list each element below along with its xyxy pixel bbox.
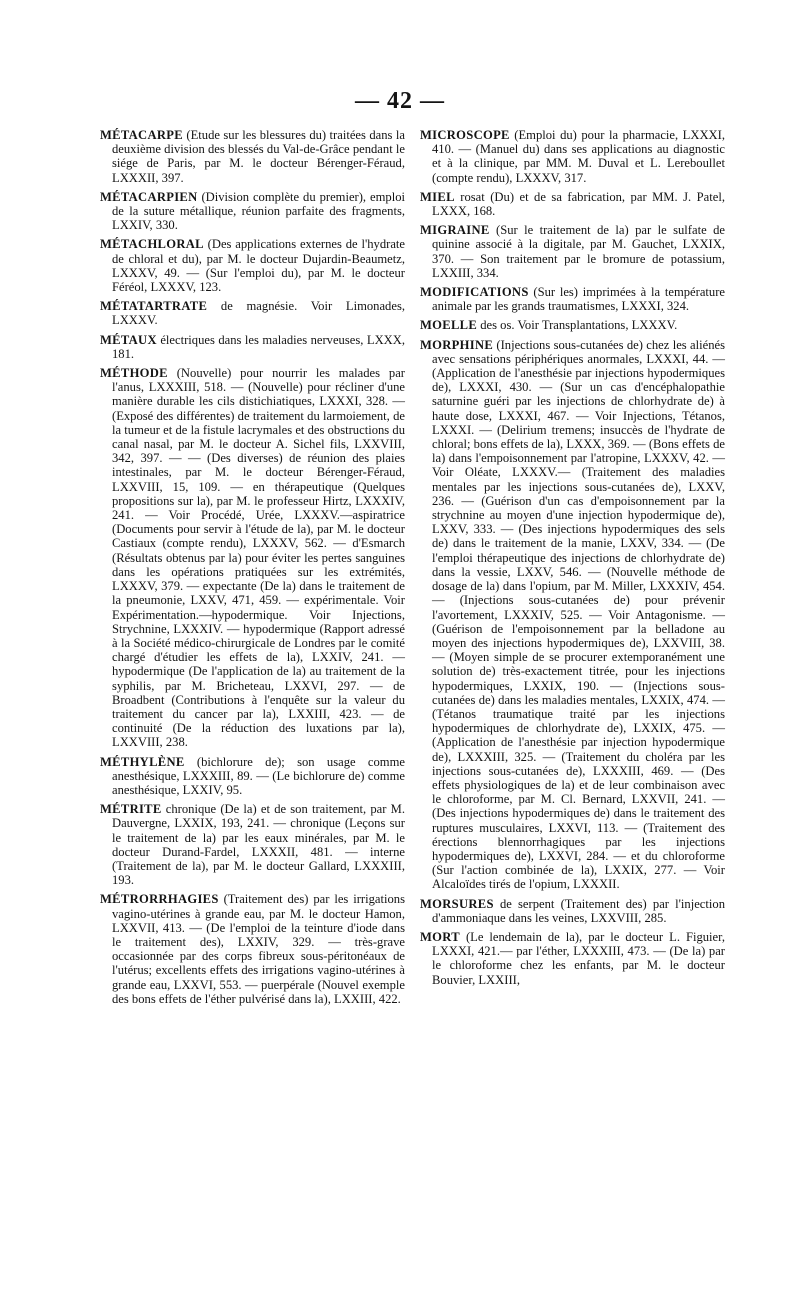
index-entry — [100, 755, 405, 798]
entry-headword: MÉTHYLÈNE — [100, 754, 185, 769]
entry-headword: MÉTRORRHAGIES — [100, 892, 219, 907]
entry-text: (Division complète du premier), emploi de la suture métallique, réunion parfaite des fragments, LXXIV, 330. — [112, 189, 405, 233]
entry-headword: MÉTACHLORAL — [100, 237, 204, 252]
entry-headword: MÉTAUX — [100, 332, 157, 347]
entry-headword: MÉTHODE — [100, 366, 168, 381]
index-entry — [420, 897, 725, 925]
entry-text: (bichlorure de); son usage comme anesthésique, LXXXIII, 89. — (Le bichlorure de) comme anesthésique, LXXIV, 95. — [112, 754, 405, 797]
entry-text: électriques dans les maladies nerveuses, LXXX, 181. — [112, 332, 405, 361]
index-entry — [100, 366, 405, 749]
entry-headword: MIEL — [420, 189, 455, 204]
index-entry — [100, 237, 405, 294]
entry-text: (Injections sous-cutanées de) chez les aliénés avec sensations périphériques anormales, LXXXI, 44. — (Application de l'anesthésie par injections hypodermiques de), LXXXI, 430. — (Sur un cas d'encéphalopathie saturnine guéri par les injections de chlorhydrate de) à haute dose, LXXXI, 467. — Voir Injections, Tétanos, LXXXI. — (Delirium tremens; insuccès de l'hydrate de chloral; bons effets de la), LXXX, 369. — (Bons effets de la) dans l'empoisonnement par l'atropine, LXXXV, 42. — Voir Oléate, LXXXV.— (Traitement des maladies mentales par les injections sous-cutanées de), LXXV, 236. — (Guérison d'un cas d'empoisonnement par la strychnine au moyen d'une injection hypodermique de), LXXV, 333. — (Des injections hypodermiques des sels de) dans le traitement de la manie, LXXV, 334. — (De l'emploi thérapeutique des injections de chlorhydrate de) dans la vessie, LXXV, 546. — (Nouvelle méthode de dosage de la) dans l'opium, par M. Miller, LXXXIV, 454. — (Injections sous-cutanées de) pour prévenir l'avortement, LXXXIV, 525. — Voir Antagonisme. — (Guérison de l'empoisonnement par la belladone au moyen des injections hypodermiques de), LXXVIII, 38. — (Moyen simple de se procurer extemporanément une solution de) très-exactement titrée, pour les injections hypodermiques, LXXIX, 190. — (Injections sous-cutanées de) dans les maladies mentales, LXXIX, 474. — (Tétanos traumatique traité par les injections hypodermiques de chlorhydrate de), LXXIX, 475. — (Application de l'anesthésie par injection hypodermique de), LXXXIII, 325. — (Traitement du choléra par les injections sous-cutanées de), LXXXIII, 469. — (Des effets physiologiques de la) et de leur combinaison avec le chloroforme, par M. Cl. Bernard, LXXVII, 241. — (Des injections hypodermiques de) dans le traitement des ruptures musculaires, LXXVI, 113. — (Traitement des érections blennorrhagiques par les injections hypodermiques de), LXXVI, 284. — et du chloroforme (Sur l'action combinée de la), LXXIX, 277. — Voir Alcaloïdes tirés de l'opium, LXXXII. — [432, 337, 725, 892]
index-entry — [100, 190, 405, 233]
entry-text: (Sur les) imprimées à la température animale par les grands traumatismes, LXXXI, 324. — [432, 285, 725, 314]
entry-text: chronique (De la) et de son traitement, par M. Dauvergne, LXXIX, 193, 241. — chronique (Leçons sur le traitement de la) par les eaux minérales, par M. le docteur Durand-Fardel, LXXXII, 481. — interne (Traitement de la), par M. le docteur Gallard, LXXXIII, 193. — [112, 802, 405, 888]
entry-headword: MODIFICATIONS — [420, 285, 529, 300]
entry-headword: MORSURES — [420, 896, 494, 911]
index-entry — [420, 318, 725, 332]
index-entry — [420, 128, 725, 185]
index-entry — [100, 299, 405, 327]
right-column — [420, 128, 725, 992]
entry-text: (Emploi du) pour la pharmacie, LXXXI, 410. — (Manuel du) dans ses applications au diagnostic et à la clinique, par MM. M. Duval et L. Lereboullet (compte rendu), LXXXV, 317. — [432, 128, 725, 185]
index-entry — [100, 802, 405, 887]
index-entry — [420, 190, 725, 218]
entry-text: (Nouvelle) pour nourrir les malades par l'anus, LXXXIII, 518. — (Nouvelle) pour récliner d'une manière durable les cils distichiatiques, LXXXI, 328. — (Exposé des différentes) de traitement du larmoiement, de la tumeur et de la fistule lacrymales et des obstructions du canal nasal, par M. le docteur A. Sichel fils, LXXVIII, 342, 397. — — (Des diverses) de réunion des plaies intestinales, par M. le docteur Bérenger-Féraud, LXXVIII, 15, 109. — en thérapeutique (Quelques propositions sur la), par M. le professeur Hirtz, LXXXIV, 241. — Voir Procédé, Urée, LXXXV.—aspiratrice (Documents pour servir à l'étude de la), par M. le docteur Castiaux (compte rendu), LXXXV, 562. — d'Esmarch (Résultats obtenus par la) pour éviter les pertes sanguines dans les opérations pratiquées sur les extrémités, LXXXV, 379. — expectante (De la) dans le traitement de la pneumonie, LXXV, 471, 459. — expérimentale. Voir Expérimentation.—hypodermique. Voir Injections, Strychnine, LXXXIV. — hypodermique (Rapport adressé à la Société médico-chirurgicale de Londres par le comité chargé d'étudier les effets de la), LXXIV, 241. — hypodermique (De l'application de la) au traitement de la syphilis, par M. Bricheteau, LXXVI, 297. — de Broadbent (Contributions à l'enquête sur la valeur du traitement du cancer par la), LXXIII, 423. — de continuité (De la réduction des luxations par la), LXXVIII, 238. — [112, 366, 405, 750]
page-number: — 42 — — [355, 88, 445, 114]
entry-text: de magnésie. Voir Limonades, LXXXV. — [112, 299, 405, 328]
entry-headword: MÉTACARPIEN — [100, 189, 198, 204]
entry-headword: MÉTATARTRATE — [100, 299, 208, 314]
index-entry — [420, 223, 725, 280]
entry-headword: MÉTRITE — [100, 802, 162, 817]
entry-text: (Etude sur les blessures du) traitées dans la deuxième division des blessés du Val-de-Grâce pendant le siége de Paris, par M. le docteur Bérenger-Féraud, LXXXII, 397. — [112, 128, 405, 185]
index-entry — [100, 128, 405, 185]
entry-text: (Des applications externes de l'hydrate de chloral et du), par M. le docteur Dujardin-Beaumetz, LXXXV, 49. — (Sur l'emploi du), par M. le docteur Féréol, LXXXV, 123. — [112, 237, 405, 295]
entry-text: (Sur le traitement de la) par le sulfate de quinine associé à la digitale, par M. Gauchet, LXXIX, 370. — Son traitement par le bromure de potassium, LXXIII, 334. — [432, 223, 725, 280]
entry-headword: MIGRAINE — [420, 223, 490, 238]
entry-text: des os. Voir Transplantations, LXXXV. — [477, 318, 678, 333]
entry-text: (Le lendemain de la), par le docteur L. Figuier, LXXXI, 421.— par l'éther, LXXXIII, 473. — (De la) par le chloroforme chez les enfants, par M. le docteur Bouvier, LXXIII, — [432, 929, 725, 987]
index-entry — [420, 338, 725, 892]
entry-headword: MORPHINE — [420, 337, 494, 352]
entry-text: (Traitement des) par les irrigations vagino-utérines à grande eau, par M. le docteur Hamon, LXXVII, 413. — (De l'emploi de la teinture d'iode dans le traitement des), LXXIV, 329. — très-grave occasionnée par des corps fibreux sous-péritonéaux de l'utérus; excellents effets des irrigations vagino-utérines à grande eau, LXXVI, 553. — puerpérale (Nouvel exemple des bons effets de l'éther pulvérisé dans la), LXXIII, 422. — [112, 892, 405, 1006]
entry-text: de serpent (Traitement des) par l'injection d'ammoniaque dans les veines, LXXVIII, 285. — [432, 896, 725, 925]
entry-text: rosat (Du) et de sa fabrication, par MM. J. Patel, LXXX, 168. — [432, 189, 725, 219]
index-entry — [100, 333, 405, 361]
entry-headword: MÉTACARPE — [100, 128, 183, 142]
index-entry — [420, 930, 725, 987]
index-entry — [100, 892, 405, 1006]
entry-headword: MORT — [420, 929, 460, 944]
entry-headword: MICROSCOPE — [420, 128, 510, 142]
index-entry — [420, 285, 725, 313]
left-column — [100, 128, 405, 1011]
entry-headword: MOELLE — [420, 318, 478, 333]
